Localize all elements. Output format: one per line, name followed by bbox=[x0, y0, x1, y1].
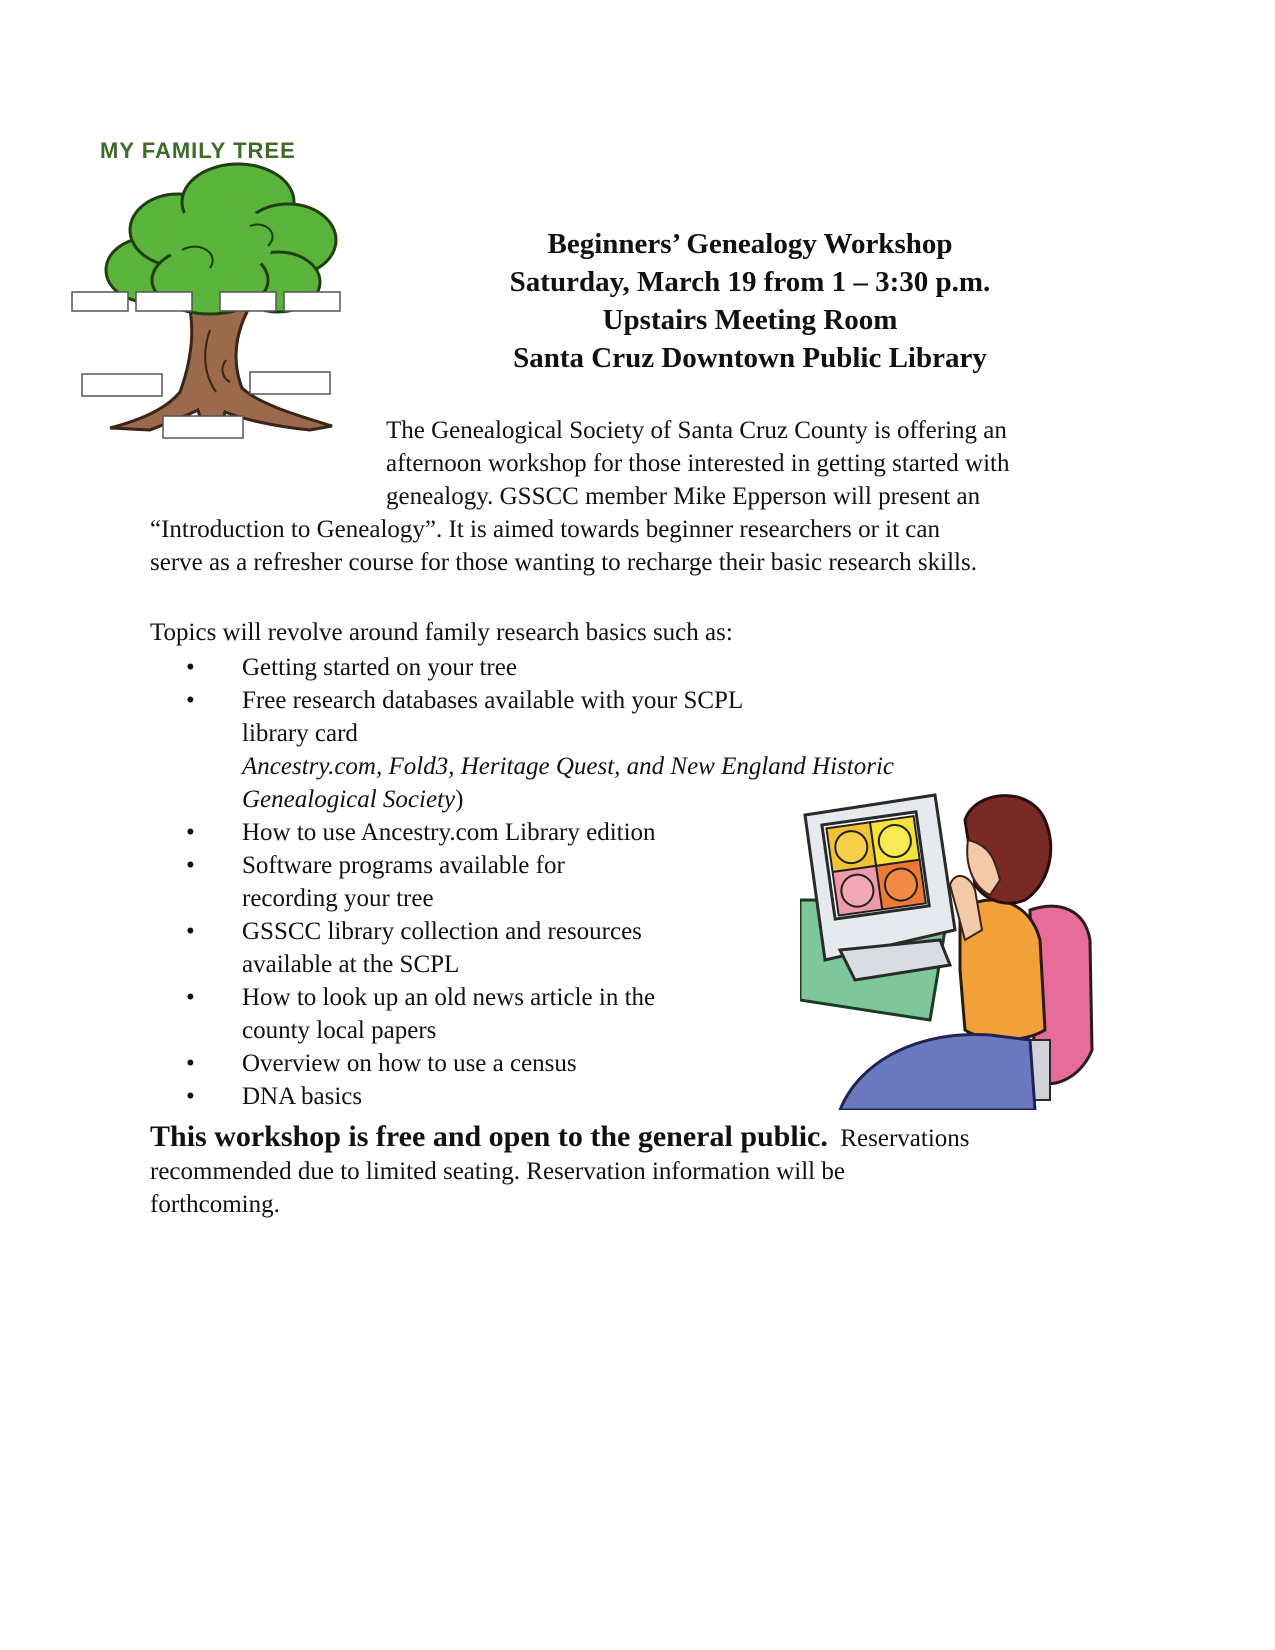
list-item: • GSSCC library collection and resources available at the SCPL bbox=[180, 915, 662, 981]
list-item: • How to look up an old news article in the county local papers bbox=[180, 981, 662, 1047]
list-item: • Overview on how to use a census bbox=[180, 1047, 800, 1080]
event-venue: Santa Cruz Downtown Public Library bbox=[513, 342, 987, 374]
intro-line: afternoon workshop for those interested in getting started with bbox=[386, 450, 1010, 477]
list-item: • Getting started on your tree bbox=[180, 651, 800, 684]
closing-line: forthcoming. bbox=[150, 1191, 280, 1218]
name-box bbox=[220, 292, 276, 311]
list-item: • Free research databases available with your SCPL library card Ancestry.com, Fold3, Heritage Quest, and New England Historic Genealogical Society) bbox=[180, 684, 800, 816]
person-legs bbox=[840, 1034, 1035, 1110]
name-box bbox=[136, 292, 192, 311]
list-item: • How to use Ancestry.com Library edition bbox=[180, 816, 800, 849]
name-box bbox=[284, 292, 340, 311]
list-item: • DNA basics bbox=[180, 1080, 800, 1113]
free-event-note: This workshop is free and open to the general public. bbox=[150, 1120, 828, 1153]
intro-line: genealogy. GSSCC member Mike Epperson will present an bbox=[386, 483, 981, 510]
closing-line: recommended due to limited seating. Reservation information will be bbox=[150, 1158, 845, 1185]
topics-intro: Topics will revolve around family research basics such as: bbox=[150, 619, 733, 646]
intro-line: serve as a refresher course for those wanting to recharge their basic research skills. bbox=[150, 549, 977, 576]
database-list: Ancestry.com, Fold3, Heritage Quest, and New England Historic Genealogical Society bbox=[242, 753, 895, 813]
intro-line: “Introduction to Genealogy”. It is aimed towards beginner researchers or it can bbox=[150, 516, 940, 543]
intro-paragraph bbox=[150, 414, 1130, 579]
tree-caption: MY FAMILY TREE bbox=[100, 138, 296, 163]
event-datetime: Saturday, March 19 from 1 – 3:30 p.m. bbox=[509, 266, 991, 298]
name-box bbox=[72, 292, 128, 311]
list-item: • Software programs available for recording your tree bbox=[180, 849, 662, 915]
topics-list bbox=[180, 651, 895, 1113]
event-title: Beginners’ Genealogy Workshop bbox=[547, 228, 953, 260]
smiley-faces-icon bbox=[826, 816, 925, 915]
name-box bbox=[250, 372, 330, 394]
family-tree-illustration bbox=[70, 130, 370, 450]
closing-paragraph: This workshop is free and open to the general public. Reservations recommended due to limited seating. Reservation information will be forthcoming. bbox=[150, 1120, 1110, 1221]
event-room: Upstairs Meeting Room bbox=[602, 304, 898, 336]
event-heading bbox=[440, 225, 1060, 377]
computer-user-illustration bbox=[800, 790, 1110, 1110]
name-box bbox=[82, 374, 162, 396]
intro-line: The Genealogical Society of Santa Cruz County is offering an bbox=[386, 417, 1007, 444]
